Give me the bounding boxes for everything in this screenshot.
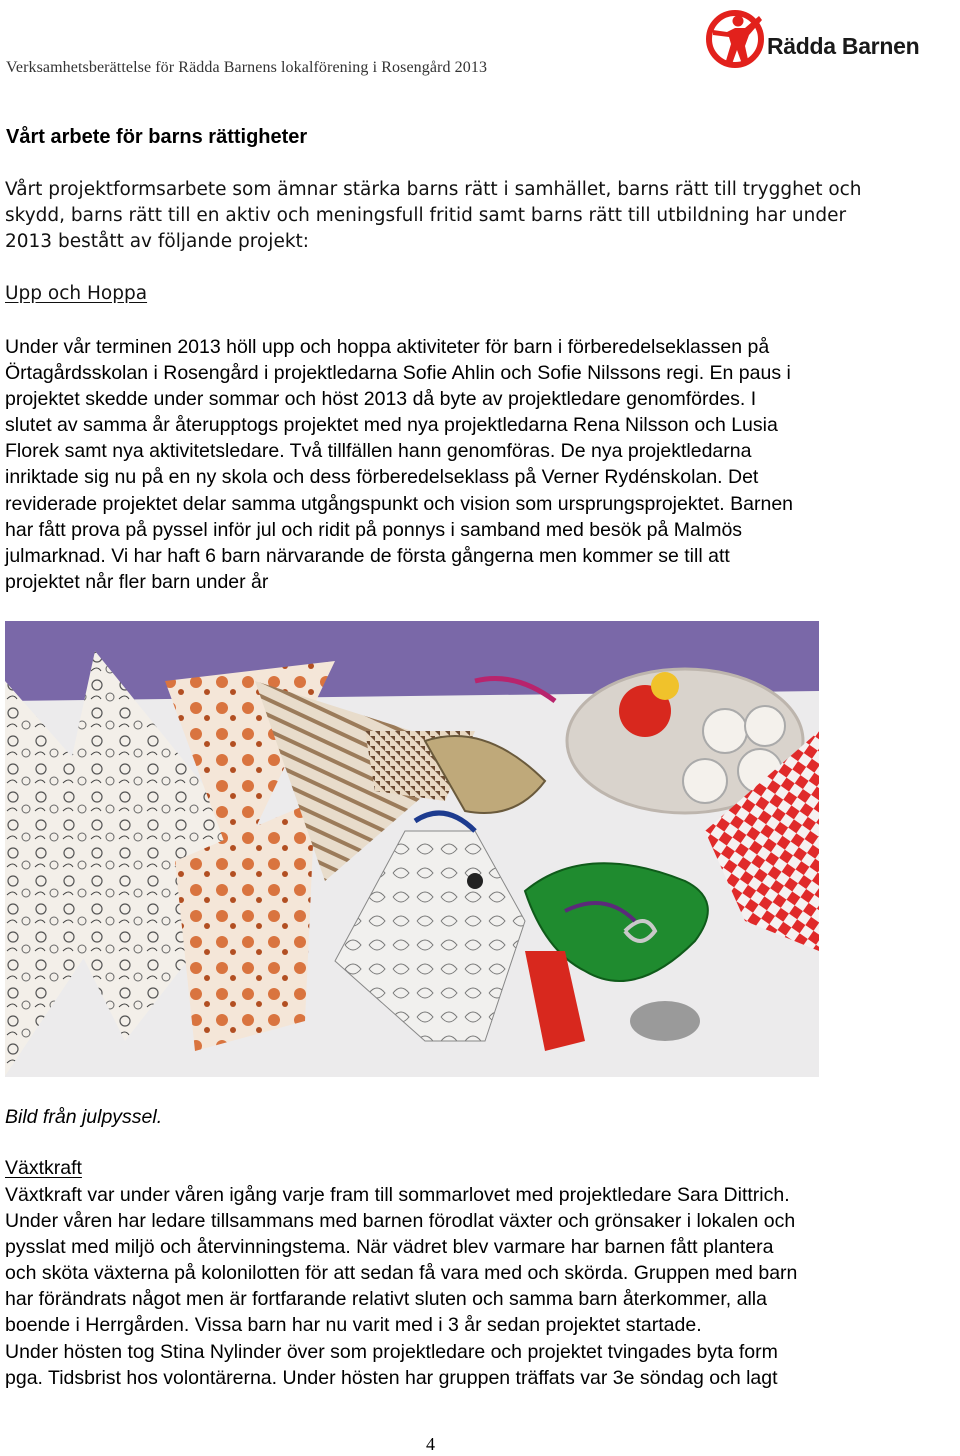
text-line: Vårt projektformsarbete som ämnar stärka barns rätt i samhället, barns rätt till trygghet och: [5, 179, 862, 200]
radda-barnen-logo: [705, 6, 955, 70]
text-line: reviderade projektet delar samma utgångspunkt och vision som ursprungsprojektet. Barnen: [5, 492, 794, 515]
text-line: har fått prova på pyssel inför jul och ridit på ponnys i samband med besök på Malmös: [5, 518, 743, 541]
section-title: Vårt arbete för barns rättigheter: [6, 126, 308, 148]
logo-wordmark: Rädda Barnen: [767, 33, 920, 59]
text-line: projektet når fler barn under år: [5, 570, 269, 593]
julpyssel-photo: [5, 621, 819, 1077]
text-line: och sköta växterna på kolonilotten för att sedan få vara med och skörda. Gruppen med barn: [5, 1262, 798, 1285]
logo-figure-icon: [705, 6, 769, 70]
text-line: julmarknad. Vi har haft 6 barn närvarande de första gångerna men kommer se till att: [5, 544, 730, 567]
text-line: har förändrats något men är fortfarande relativt sluten och samma barn återkommer, alla: [5, 1288, 767, 1311]
text-line: Under våren har ledare tillsammans med barnen förodlat växter och grönsaker i lokalen och: [5, 1210, 796, 1233]
text-line: skydd, barns rätt till en aktiv och meningsfull fritid samt barns rätt till utbildning har under: [5, 205, 847, 226]
text-line: pysslat med miljö och återvinningstema. När vädret blev varmare har barnen fått plantera: [5, 1236, 774, 1259]
upp-och-hoppa-paragraph: [5, 334, 905, 595]
vaxtkraft-paragraph: [5, 1182, 905, 1391]
text-line: slutet av samma år återupptogs projektet med nya projektledarna Rena Nilsson och Lusia: [5, 414, 778, 437]
subheading-vaxtkraft: Växtkraft: [5, 1157, 82, 1179]
intro-paragraph: [5, 177, 905, 255]
text-line: inriktade sig nu på en ny skola och dess förberedelseklass på Verner Rydénskolan. Det: [5, 466, 759, 489]
text-line: Under vår terminen 2013 höll upp och hoppa aktiviteter för barn i förberedelseklassen på: [5, 336, 770, 358]
text-line: pga. Tidsbrist hos volontärerna. Under hösten har gruppen träffats var 3e söndag och lagt: [5, 1366, 778, 1389]
running-header: Verksamhetsberättelse för Rädda Barnens lokalförening i Rosengård 2013: [6, 59, 488, 76]
subheading-upp-och-hoppa: Upp och Hoppa: [5, 283, 148, 304]
text-line: boende i Herrgården. Vissa barn har nu varit med i 3 år sedan projektet startade.: [5, 1314, 702, 1337]
text-line: Växtkraft var under våren igång varje fram till sommarlovet med projektledare Sara Dittrich.: [5, 1184, 790, 1206]
text-line: projektet skedde under sommar och höst 2013 då byte av projektledare genomfördes. I: [5, 388, 757, 411]
text-line: Örtagårdsskolan i Rosengård i projektledarna Sofie Ahlin och Sofie Nilssons regi. En paus i: [5, 362, 791, 385]
text-line: 2013 bestått av följande projekt:: [5, 231, 310, 252]
text-line: Florek samt nya aktivitetsledare. Två tillfällen hann genomföras. De nya projektledarna: [5, 440, 752, 463]
page-number: 4: [426, 1434, 435, 1454]
photo-caption: Bild från julpyssel.: [5, 1106, 163, 1128]
text-line: Under hösten tog Stina Nylinder över som projektledare och projektet tvingades byta form: [5, 1340, 778, 1363]
